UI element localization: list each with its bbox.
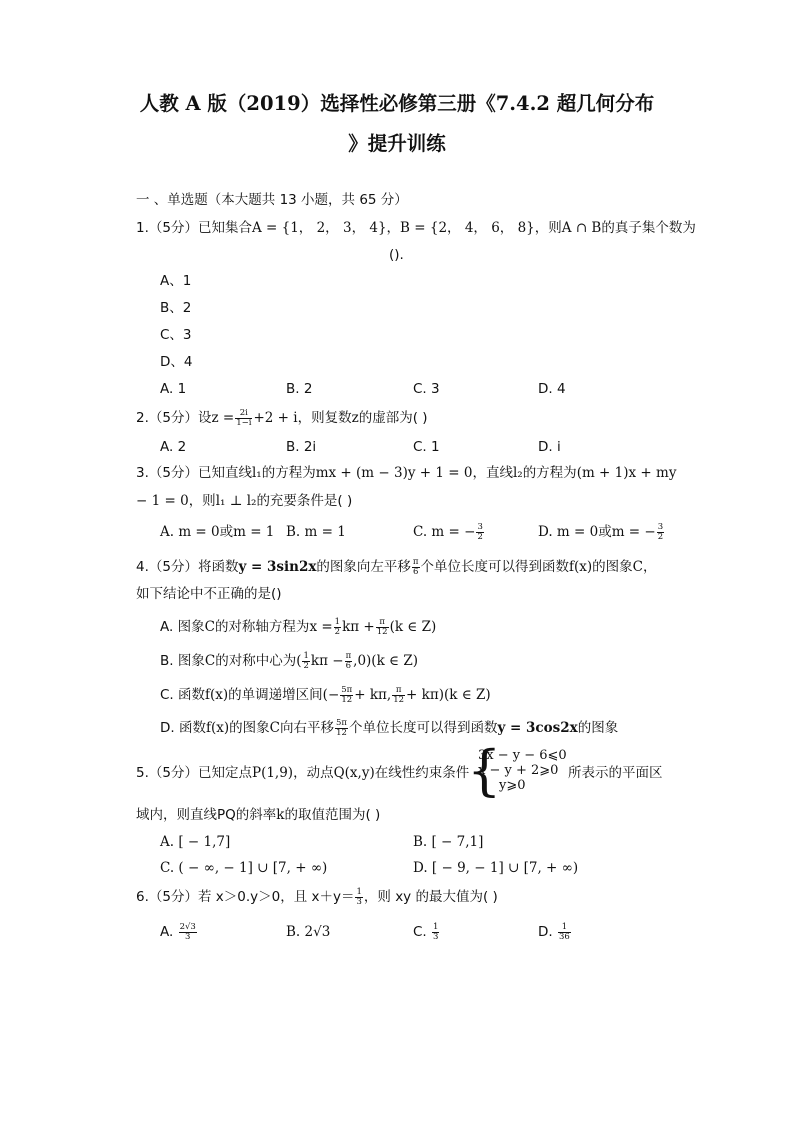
q4-c-mid: 的单调递增区间 [228,687,323,703]
q3-eq2a: (m + 1)x + my [576,465,677,481]
q3-perp: l₁ ⊥ l₂ [215,493,257,509]
q3-eq2b: − 1 = 0 [136,493,189,509]
q4-d-fd: 12 [336,727,347,738]
q6-frac [355,888,362,907]
question-3-continued [136,491,352,511]
question-4-continued: 如下结论中不正确的是() [136,586,282,602]
q4-mid2: 个单位长度可以得到函数 [420,559,570,575]
q2-option-d: D. i [538,439,561,455]
q6-tail: ，则 xy 的最大值为( ) [363,889,498,905]
q4-comma: ， [643,559,657,575]
q6-d-num: 1 [558,923,571,933]
q1-sep: ， [386,220,401,236]
q6-option-a [160,922,198,942]
q3-d-num: 3 [657,522,664,532]
question-5-continued [136,805,380,825]
q5-option-a: A. [ − 1,7] [160,834,231,850]
q1-option-c: C. 3 [413,381,440,397]
q4-option-c [160,685,491,705]
q4-c: C [632,559,644,575]
q4-c-fx: f(x) [205,687,229,703]
q6-option-b: B. 2√3 [286,924,331,940]
q6-prefix: 6.（5分）若 x＞0.y＞0，且 x＋y＝ [136,889,355,905]
q3-l2: l₂ [512,465,523,481]
q3-c-num: 3 [477,522,483,532]
q1-option-d: D. 4 [538,381,566,397]
q3-mid3: 的方程为 [522,465,577,481]
q4-b-f2n: π [345,650,352,661]
q4-option-d [160,718,618,738]
q5-mid2: 在线性约束条件 [374,765,470,781]
q3-mid4: ，则 [188,493,216,509]
q6-a-den: 3 [185,931,191,942]
q5-constraint-3: y⩾0 [499,778,526,793]
q4-c-tail: + kπ)(k ∈ Z) [406,687,491,703]
page-title-continued: 》提升训练 [348,132,446,155]
q4-a-frac1 [334,618,341,637]
q4-fn: y = 3sin2x [238,559,317,575]
q3-option-a: A. m = 0或m = 1 [160,524,275,540]
q6-c-den: 3 [433,931,439,942]
q4-d-tail: 的图象 [577,720,619,736]
q4-c-pre: C. 函数 [160,687,206,703]
q3-option-b: B. m = 1 [286,524,346,540]
q4-b-f1n: 1 [303,650,309,661]
q5-mid: ，动点 [293,765,334,781]
q4-d-fx: f(x) [205,720,230,736]
q2-frac-num: 2i [235,409,252,419]
q3-d-den: 2 [657,532,664,542]
q4-c-f1n: 5π [341,684,353,695]
q1-list-option-d: D、4 [160,354,193,370]
q3-option-d-pre: D. m = 0或m = − [538,524,656,540]
q3-mid1: 的方程为 [261,465,316,481]
q1-list-option-a: A、1 [160,273,192,289]
q6-c-pre: C. [413,924,427,940]
q4-b-frac2 [345,652,353,671]
q2-option-a: A. 2 [160,439,187,455]
q2-z-eq: z = [211,410,235,426]
q4-b-k: kπ − [310,653,344,669]
q6-frac-den: 3 [356,896,362,907]
q5-line2a: 域内，则直线PQ的斜率 [136,807,277,823]
q3-option-d-frac [657,523,664,542]
q4-c-frac2 [392,686,405,705]
q4-b-open: ( [296,653,302,669]
q4-a-pre: A. 图象 [160,619,205,635]
q4-d-mid3: 个单位长度可以得到函数 [348,720,498,736]
q5-brace: { [467,739,502,802]
section-heading: 一 、单选题（本大题共 13 小题，共 65 分） [136,192,408,208]
q4-b-tail: ,0)(k ∈ Z) [353,653,418,669]
q1-expr: A ∩ B [561,220,602,236]
q4-c-k1: + kπ, [354,687,392,703]
q4-a-tail: (k ∈ Z) [389,619,437,635]
q4-d-mid2: 向右平移 [279,720,334,736]
q5-option-c: C. ( − ∞, − 1] ∪ [7, + ∞) [160,860,328,876]
q4-d-mid: 的图象 [229,720,270,736]
q4-b-c: C [204,653,216,669]
q1-list-option-b: B、2 [160,300,192,316]
q4-b-pre: B. 图象 [160,653,205,669]
q4-a-f2n: π [376,618,389,628]
q3-mid2: ，直线 [472,465,513,481]
q1-set-b: B = {2， 4， 6， 8} [400,220,535,236]
q3-l1: l₁ [251,465,262,481]
q3-option-c-frac [476,523,483,542]
question-6 [136,887,498,907]
q4-d-frac [335,719,348,738]
q5-line2b: 的取值范围为( ) [284,807,381,823]
q4-a-k: kπ + [342,619,375,635]
q5-option-d: D. [ − 9, − 1] ∪ [7, + ∞) [413,860,579,876]
q3-prefix: 3.（5分）已知直线 [136,465,252,481]
q4-option-b [160,651,418,671]
q5-constraint-2: x − y + 2⩾0 [478,763,559,778]
q6-option-c [413,922,440,942]
q4-a-f2d: 12 [376,626,388,637]
q6-d-frac [558,923,571,942]
q4-c-open: (− [322,687,340,703]
q2-prefix: 2.（5分）设 [136,410,212,426]
question-5 [136,763,469,783]
q2-fraction [235,409,252,428]
q5-p: P(1,9) [251,765,294,781]
q5-prefix: 5.（5分）已知定点 [136,765,252,781]
q4-d-fn2: y = 3cos2x [497,720,578,736]
q2-option-b: B. 2i [286,439,317,455]
q2-option-c: C. 1 [413,439,440,455]
question-4 [136,557,657,577]
q3-c-den: 2 [477,532,483,542]
q4-fx: f(x) [569,559,593,575]
q4-mid: 的图象向左平移 [316,559,411,575]
q4-mid3: 的图象 [592,559,633,575]
q1-option-b: B. 2 [286,381,313,397]
q1-suffix: 的真子集个数为 [601,220,696,236]
question-2 [136,408,428,428]
q4-d-c: C [269,720,280,736]
q5-constraint-1: 3x − y − 6⩽0 [478,748,567,763]
question-1 [136,218,696,238]
q4-b-mid: 的对称中心为 [215,653,297,669]
q6-a-num: 2√3 [179,921,196,932]
q5-tail: 所表示的平面区 [568,765,663,781]
q2-z: z [351,410,359,426]
question-3 [136,463,676,483]
q4-c-f2d: 12 [393,694,405,705]
q1-set-a: A = {1， 2， 3， 4} [251,220,387,236]
q5-constraints [478,748,567,793]
q6-c-num: 1 [433,921,439,932]
q4-c-frac1 [340,686,353,705]
q4-b-f1d: 2 [303,660,309,671]
q1-then: ，则 [534,220,562,236]
q1-option-a: A. 1 [160,381,187,397]
q4-a-f1n: 1 [334,616,341,627]
page-title: 人教 A 版（2019）选择性必修第三册《7.4.2 超几何分布 [139,92,655,115]
q4-a-frac2 [376,618,389,637]
q3-option-c [413,522,485,542]
q6-option-d [538,922,572,942]
q4-d-fn: 5π [335,717,347,728]
q6-c-frac [432,923,439,942]
q2-suffix: ，则复数 [297,410,352,426]
q4-b-f2d: 6 [345,660,352,671]
q2-tail: 的虚部为( ) [358,410,428,426]
q4-a-x: x = [309,619,333,635]
q4-a-mid: 的对称轴方程为 [214,619,310,635]
q3-option-d [538,522,665,542]
q1-list-option-c: C、3 [160,327,192,343]
q1-prefix: 1.（5分）已知集合 [136,220,252,236]
q4-d-pre: D. 函数 [160,720,206,736]
q2-frac-den: 1−i [236,417,252,428]
q3-option-c-pre: C. m = − [413,524,476,540]
q5-k: k [276,807,285,823]
q4-a-c: C [204,619,215,635]
q6-frac-num: 1 [356,886,362,897]
q4-option-a [160,617,436,637]
q6-a-pre: A. [160,924,174,940]
q5-q: Q(x,y) [333,765,375,781]
q4-c-f2n: π [392,686,405,696]
q6-d-den: 36 [558,931,570,942]
q4-b-frac1 [302,652,309,671]
q4-a-f1d: 2 [334,626,341,637]
q4-shift-num: π [412,556,419,567]
q4-c-f1d: 12 [341,694,353,705]
q1-tail: (). [389,247,404,263]
q4-shift-den: 6 [413,566,419,577]
q6-d-pre: D. [538,924,553,940]
q2-rest: +2 + i [253,410,298,426]
q4-shift-frac [412,558,420,577]
q6-a-frac [179,923,197,942]
q3-tail: 的充要条件是( ) [256,493,353,509]
q5-option-b: B. [ − 7,1] [413,834,484,850]
q4-prefix: 4.（5分）将函数 [136,559,239,575]
q3-eq1: mx + (m − 3)y + 1 = 0 [315,465,473,481]
